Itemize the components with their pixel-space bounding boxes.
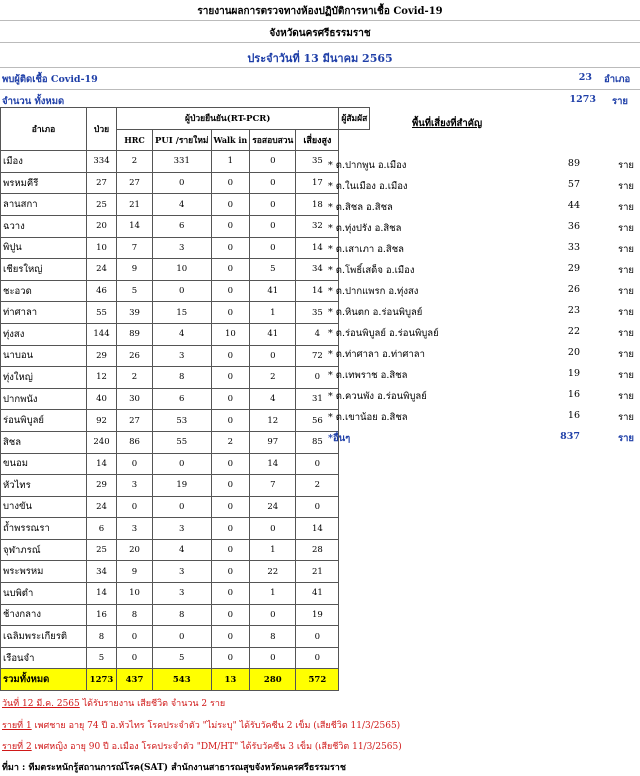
- cell-pui: 3: [153, 345, 212, 367]
- cell-district: ฉวาง: [1, 215, 87, 237]
- risk-area-item: [328, 326, 640, 346]
- divider: [0, 89, 640, 90]
- cell-hrc: 26: [117, 345, 153, 367]
- table-row: [1, 518, 370, 540]
- risk-area-item: [328, 305, 640, 325]
- cell-walkin: 0: [211, 647, 250, 669]
- risk-area-name: * ต.เขาน้อย อ.สิชล: [328, 412, 408, 423]
- risk-area-value: 20: [567, 347, 580, 358]
- cell-contacts: 4: [296, 323, 339, 345]
- cell-walkin: 0: [211, 259, 250, 281]
- cell-pui: 5: [153, 647, 212, 669]
- cell-contacts: 32: [296, 215, 339, 237]
- cell-pui: 10: [153, 259, 212, 281]
- cell-pending: 0: [250, 172, 296, 194]
- risk-area-item: [328, 179, 640, 199]
- table-row: [1, 151, 370, 173]
- header-district: อำเภอ: [1, 108, 87, 151]
- cell-contacts: 21: [296, 561, 339, 583]
- risk-area-item: [328, 410, 640, 430]
- cell-hrc: 0: [117, 453, 153, 475]
- cell-pending: 0: [250, 647, 296, 669]
- cell-contacts: 34: [296, 259, 339, 281]
- table-row: [1, 453, 370, 475]
- cell-patients: 27: [87, 172, 117, 194]
- cell-contacts: 72: [296, 345, 339, 367]
- risk-area-unit: ราย: [617, 328, 634, 339]
- cell-patients: 144: [87, 323, 117, 345]
- report-title: รายงานผลการตรวจทางห้องปฏิบัติการหาเชื้อ Covid-19: [197, 6, 443, 17]
- cell-patients: 46: [87, 280, 117, 302]
- cell-hrc: 0: [117, 647, 153, 669]
- cell-pui: 4: [153, 323, 212, 345]
- cell-district: หัวไทร: [1, 475, 87, 497]
- deaths-date: วันที่ 12 มี.ค. 2565: [2, 699, 80, 709]
- cell-hrc: 30: [117, 388, 153, 410]
- cell-contacts: 14: [296, 518, 339, 540]
- header-walkin: Walk in: [211, 129, 250, 151]
- cell-district: ปากพนัง: [1, 388, 87, 410]
- cell-pending: 22: [250, 561, 296, 583]
- risk-area-value: 19: [567, 368, 580, 379]
- cell-pui: 3: [153, 583, 212, 605]
- cell-contacts: 0: [296, 453, 339, 475]
- header-pui: PUI /รายใหม่: [153, 129, 212, 151]
- death-case-2: [2, 739, 402, 753]
- risk-area-item: [328, 242, 640, 262]
- risk-area-value: 89: [567, 158, 580, 169]
- cell-pending: 0: [250, 151, 296, 173]
- cell-patients: 1273: [87, 669, 117, 691]
- cell-patients: 8: [87, 626, 117, 648]
- table-row: [1, 475, 370, 497]
- cell-contacts: 56: [296, 410, 339, 432]
- cell-patients: 34: [87, 561, 117, 583]
- risk-area-unit: ราย: [617, 307, 634, 318]
- cell-pui: 0: [153, 453, 212, 475]
- cell-district: ทุ่งสง: [1, 323, 87, 345]
- cell-pui: 0: [153, 626, 212, 648]
- table-row: [1, 280, 370, 302]
- cell-pui: 53: [153, 410, 212, 432]
- cell-walkin: 0: [211, 215, 250, 237]
- risk-area-item: [328, 347, 640, 367]
- cell-patients: 10: [87, 237, 117, 259]
- cell-pui: 331: [153, 151, 212, 173]
- cell-walkin: 0: [211, 604, 250, 626]
- cell-walkin: 0: [211, 388, 250, 410]
- cell-district: ช้างกลาง: [1, 604, 87, 626]
- cell-walkin: 2: [211, 431, 250, 453]
- cell-walkin: 0: [211, 453, 250, 475]
- cell-pending: 0: [250, 194, 296, 216]
- cell-contacts: 14: [296, 280, 339, 302]
- cell-district: บางขัน: [1, 496, 87, 518]
- report-date: ประจำวันที่ 13 มีนาคม 2565: [247, 52, 393, 65]
- risk-area-name: * ต.ร่อนพิบูลย์ อ.ร่อนพิบูลย์: [328, 328, 439, 339]
- cell-pending: 0: [250, 604, 296, 626]
- risk-area-unit: ราย: [617, 286, 634, 297]
- cell-walkin: 0: [211, 518, 250, 540]
- source-note: ที่มา : ทีมตระหนักรู้สถานการณ์โรค(SAT) สำนักงานสาธารณสุขจังหวัดนครศรีธรรมราช: [2, 763, 346, 773]
- cell-hrc: 7: [117, 237, 153, 259]
- case2-label: รายที่ 2: [2, 742, 32, 752]
- cell-contacts: 18: [296, 194, 339, 216]
- risk-area-name: * ต.เทพราช อ.สิชล: [328, 370, 408, 381]
- risk-area-unit: ราย: [617, 160, 634, 171]
- table-header-row-1: [1, 108, 370, 130]
- cell-walkin: 0: [211, 302, 250, 324]
- cell-pui: 4: [153, 539, 212, 561]
- cell-contacts: 0: [296, 367, 339, 389]
- cell-contacts: 0: [296, 496, 339, 518]
- table-row: [1, 194, 370, 216]
- cell-contacts: 19: [296, 604, 339, 626]
- cell-district: ทุ่งใหญ่: [1, 367, 87, 389]
- cell-pending: 0: [250, 345, 296, 367]
- cell-walkin: 0: [211, 583, 250, 605]
- found-value: 23: [578, 72, 592, 83]
- cell-walkin: 0: [211, 626, 250, 648]
- case1-label: รายที่ 1: [2, 721, 32, 731]
- cell-contacts: 2: [296, 475, 339, 497]
- cell-pui: 0: [153, 496, 212, 518]
- cell-pending: 12: [250, 410, 296, 432]
- table-row: [1, 583, 370, 605]
- cell-patients: 25: [87, 539, 117, 561]
- cell-district: จุฬาภรณ์: [1, 539, 87, 561]
- cell-contacts: 35: [296, 302, 339, 324]
- table-row: [1, 302, 370, 324]
- cell-district: พระพรหม: [1, 561, 87, 583]
- cell-hrc: 27: [117, 410, 153, 432]
- cell-pui: 3: [153, 561, 212, 583]
- deaths-text: ได้รับรายงาน เสียชีวิต จำนวน 2 ราย: [79, 699, 226, 709]
- header-pending: รอสอบสวน: [250, 129, 296, 151]
- risk-area-name: * ต.ปากพูน อ.เมือง: [328, 160, 407, 171]
- risk-area-item: [328, 263, 640, 283]
- risk-area-unit: ราย: [617, 412, 634, 423]
- cell-walkin: 0: [211, 237, 250, 259]
- risk-area-value: 22: [567, 326, 580, 337]
- cell-walkin: 13: [211, 669, 250, 691]
- cell-pui: 19: [153, 475, 212, 497]
- cell-pui: 6: [153, 388, 212, 410]
- cell-district: สิชล: [1, 431, 87, 453]
- cell-contacts: 28: [296, 539, 339, 561]
- table-row: [1, 388, 370, 410]
- cell-hrc: 3: [117, 518, 153, 540]
- cell-hrc: 10: [117, 583, 153, 605]
- deaths-note: [2, 696, 225, 710]
- cell-hrc: 14: [117, 215, 153, 237]
- case1-text: เพศชาย อายุ 74 ปี อ.หัวไทร โรคประจำตัว "ไม่ระบุ" ได้รับวัคซีน 2 เข็ม (เสียชีวิต 11/3/2565): [31, 721, 401, 731]
- cell-pending: 14: [250, 453, 296, 475]
- cell-patients: 14: [87, 453, 117, 475]
- cell-hrc: 86: [117, 431, 153, 453]
- cell-patients: 55: [87, 302, 117, 324]
- cell-pending: 24: [250, 496, 296, 518]
- cell-pui: 4: [153, 194, 212, 216]
- header-confirmed: ผู้ป่วยยืนยัน(RT-PCR): [117, 108, 339, 130]
- cell-pending: 5: [250, 259, 296, 281]
- cell-contacts: 31: [296, 388, 339, 410]
- cell-pending: 41: [250, 280, 296, 302]
- cell-contacts: 14: [296, 237, 339, 259]
- risk-area-unit: ราย: [617, 391, 634, 402]
- table-row: [1, 496, 370, 518]
- cell-walkin: 0: [211, 367, 250, 389]
- case2-text: เพศหญิง อายุ 90 ปี อ.เมือง โรคประจำตัว "DM/HT" ได้รับวัคซีน 3 เข็ม (เสียชีวิต 11/3/2565): [31, 742, 402, 752]
- risk-area-value: 837: [560, 431, 580, 442]
- risk-area-value: 29: [567, 263, 580, 274]
- table-row: [1, 367, 370, 389]
- cell-patients: 16: [87, 604, 117, 626]
- cell-contacts: 17: [296, 172, 339, 194]
- risk-area-value: 26: [567, 284, 580, 295]
- header-patients: ป่วย: [87, 108, 117, 151]
- cell-walkin: 0: [211, 539, 250, 561]
- cell-hrc: 39: [117, 302, 153, 324]
- cell-pending: 0: [250, 237, 296, 259]
- risk-area-name: * ต.ท่าศาลา อ.ท่าศาลา: [328, 349, 425, 360]
- cell-contacts: 41: [296, 583, 339, 605]
- risk-area-value: 44: [567, 200, 580, 211]
- table-row: [1, 259, 370, 281]
- risk-area-name: * ต.หินตก อ.ร่อนพิบูลย์: [328, 307, 423, 318]
- cell-pending: 0: [250, 215, 296, 237]
- table-total-row: [1, 669, 370, 691]
- cell-district: พิปูน: [1, 237, 87, 259]
- cell-district: เชียรใหญ่: [1, 259, 87, 281]
- cell-pui: 0: [153, 172, 212, 194]
- risk-area-name: * ต.โพธิ์เสด็จ อ.เมือง: [328, 265, 415, 276]
- cell-patients: 40: [87, 388, 117, 410]
- cell-hrc: 0: [117, 626, 153, 648]
- cell-patients: 92: [87, 410, 117, 432]
- cell-hrc: 5: [117, 280, 153, 302]
- table-row: [1, 215, 370, 237]
- risk-area-name: * ต.เสาเภา อ.สิชล: [328, 244, 404, 255]
- divider: [0, 20, 640, 21]
- risk-area-unit: ราย: [617, 223, 634, 234]
- cell-walkin: 0: [211, 475, 250, 497]
- cell-hrc: 9: [117, 561, 153, 583]
- cell-pending: 280: [250, 669, 296, 691]
- cell-pui: 15: [153, 302, 212, 324]
- cell-pui: 8: [153, 367, 212, 389]
- cell-patients: 12: [87, 367, 117, 389]
- cell-pending: 7: [250, 475, 296, 497]
- cell-district: เมือง: [1, 151, 87, 173]
- cell-hrc: 9: [117, 259, 153, 281]
- divider: [0, 42, 640, 43]
- cell-patients: 29: [87, 475, 117, 497]
- total-unit: ราย: [612, 96, 629, 107]
- death-case-1: [2, 718, 400, 732]
- cell-district: ชะอวด: [1, 280, 87, 302]
- cell-contacts: 0: [296, 626, 339, 648]
- cell-walkin: 0: [211, 410, 250, 432]
- cell-district: ลานสกา: [1, 194, 87, 216]
- cell-pui: 3: [153, 518, 212, 540]
- table-row: [1, 172, 370, 194]
- risk-area-item: [328, 221, 640, 241]
- cell-pui: 543: [153, 669, 212, 691]
- cell-pending: 41: [250, 323, 296, 345]
- cell-patients: 24: [87, 259, 117, 281]
- cell-walkin: 0: [211, 172, 250, 194]
- risk-area-unit: ราย: [617, 370, 634, 381]
- table-row: [1, 539, 370, 561]
- cell-district: ถ้ำพรรณรา: [1, 518, 87, 540]
- province-title: จังหวัดนครศรีธรรมราช: [269, 28, 371, 39]
- cell-pending: 97: [250, 431, 296, 453]
- cell-walkin: 0: [211, 194, 250, 216]
- risk-area-name: * ต.ในเมือง อ.เมือง: [328, 181, 408, 192]
- cell-contacts: 572: [296, 669, 339, 691]
- risk-area-value: 16: [567, 389, 580, 400]
- cell-walkin: 0: [211, 280, 250, 302]
- risk-area-value: 23: [567, 305, 580, 316]
- cell-pending: 1: [250, 583, 296, 605]
- table-row: [1, 323, 370, 345]
- cell-walkin: 0: [211, 345, 250, 367]
- cell-pui: 6: [153, 215, 212, 237]
- cell-hrc: 0: [117, 496, 153, 518]
- cell-patients: 20: [87, 215, 117, 237]
- cell-walkin: 10: [211, 323, 250, 345]
- cell-contacts: 35: [296, 151, 339, 173]
- table-row: [1, 345, 370, 367]
- risk-area-name: * ต.สิชล อ.สิชล: [328, 202, 393, 213]
- header-hrc: HRC: [117, 129, 153, 151]
- cell-district: ร่อนพิบูลย์: [1, 410, 87, 432]
- cell-hrc: 89: [117, 323, 153, 345]
- cell-pui: 0: [153, 280, 212, 302]
- risk-area-name: *อื่นๆ: [328, 433, 351, 444]
- cell-patients: 240: [87, 431, 117, 453]
- divider: [0, 67, 640, 68]
- risk-area-unit: ราย: [617, 202, 634, 213]
- cell-district: นบพิตำ: [1, 583, 87, 605]
- cell-patients: 334: [87, 151, 117, 173]
- risk-area-item: [328, 284, 640, 304]
- risk-area-unit: ราย: [617, 265, 634, 276]
- cell-patients: 6: [87, 518, 117, 540]
- risk-areas-title: พื้นที่เสี่ยงที่สำคัญ: [412, 118, 483, 129]
- cell-patients: 29: [87, 345, 117, 367]
- risk-area-name: * ต.ทุ่งปรัง อ.สิชล: [328, 223, 402, 234]
- table-row: [1, 431, 370, 453]
- cell-district: ขนอม: [1, 453, 87, 475]
- cell-pending: 0: [250, 518, 296, 540]
- cell-walkin: 1: [211, 151, 250, 173]
- risk-area-unit: ราย: [617, 433, 634, 444]
- found-label: พบผู้ติดเชื้อ Covid-19: [2, 74, 98, 85]
- cell-walkin: 0: [211, 561, 250, 583]
- risk-area-unit: ราย: [617, 244, 634, 255]
- cell-hrc: 2: [117, 151, 153, 173]
- cell-patients: 5: [87, 647, 117, 669]
- cell-hrc: 2: [117, 367, 153, 389]
- cell-contacts: 0: [296, 647, 339, 669]
- table-row: [1, 604, 370, 626]
- risk-area-unit: ราย: [617, 181, 634, 192]
- cell-district: เรือนจำ: [1, 647, 87, 669]
- cell-patients: 24: [87, 496, 117, 518]
- cell-pui: 8: [153, 604, 212, 626]
- cell-pui: 3: [153, 237, 212, 259]
- risk-area-unit: ราย: [617, 349, 634, 360]
- risk-area-value: 33: [567, 242, 580, 253]
- risk-area-name: * ต.ปากแพรก อ.ทุ่งสง: [328, 286, 419, 297]
- cell-hrc: 3: [117, 475, 153, 497]
- cases-table-body: [1, 108, 370, 691]
- risk-area-value: 57: [567, 179, 580, 190]
- cell-pending: 1: [250, 539, 296, 561]
- cell-district: เฉลิมพระเกียรติ: [1, 626, 87, 648]
- cell-hrc: 21: [117, 194, 153, 216]
- found-unit: อำเภอ: [604, 74, 631, 85]
- header-high-risk: เสี่ยงสูง: [296, 129, 339, 151]
- cell-patients: 25: [87, 194, 117, 216]
- header-contacts: ผู้สัมผัส: [339, 108, 370, 130]
- risk-area-item: [328, 200, 640, 220]
- cell-district: พรหมคีรี: [1, 172, 87, 194]
- risk-area-value: 16: [567, 410, 580, 421]
- cell-contacts: 85: [296, 431, 339, 453]
- table-row: [1, 626, 370, 648]
- total-label: จำนวน ทั้งหมด: [2, 96, 65, 107]
- cases-table: [0, 107, 370, 691]
- cell-pending: 2: [250, 367, 296, 389]
- cell-hrc: 27: [117, 172, 153, 194]
- risk-area-value: 36: [567, 221, 580, 232]
- cell-district: รวมทั้งหมด: [1, 669, 87, 691]
- cell-district: ท่าศาลา: [1, 302, 87, 324]
- cell-hrc: 8: [117, 604, 153, 626]
- risk-area-item: [328, 368, 640, 388]
- cell-pui: 55: [153, 431, 212, 453]
- risk-area-item: [328, 389, 640, 409]
- cell-walkin: 0: [211, 496, 250, 518]
- total-value: 1273: [569, 94, 596, 105]
- table-row: [1, 237, 370, 259]
- risk-area-name: * ต.ควนพัง อ.ร่อนพิบูลย์: [328, 391, 427, 402]
- cell-pending: 8: [250, 626, 296, 648]
- cell-pending: 4: [250, 388, 296, 410]
- table-row: [1, 561, 370, 583]
- cell-hrc: 437: [117, 669, 153, 691]
- table-row: [1, 410, 370, 432]
- risk-area-item: [328, 158, 640, 178]
- cell-pending: 1: [250, 302, 296, 324]
- cell-district: นาบอน: [1, 345, 87, 367]
- cell-patients: 14: [87, 583, 117, 605]
- table-row: [1, 647, 370, 669]
- risk-area-item: [328, 431, 640, 451]
- cell-hrc: 20: [117, 539, 153, 561]
